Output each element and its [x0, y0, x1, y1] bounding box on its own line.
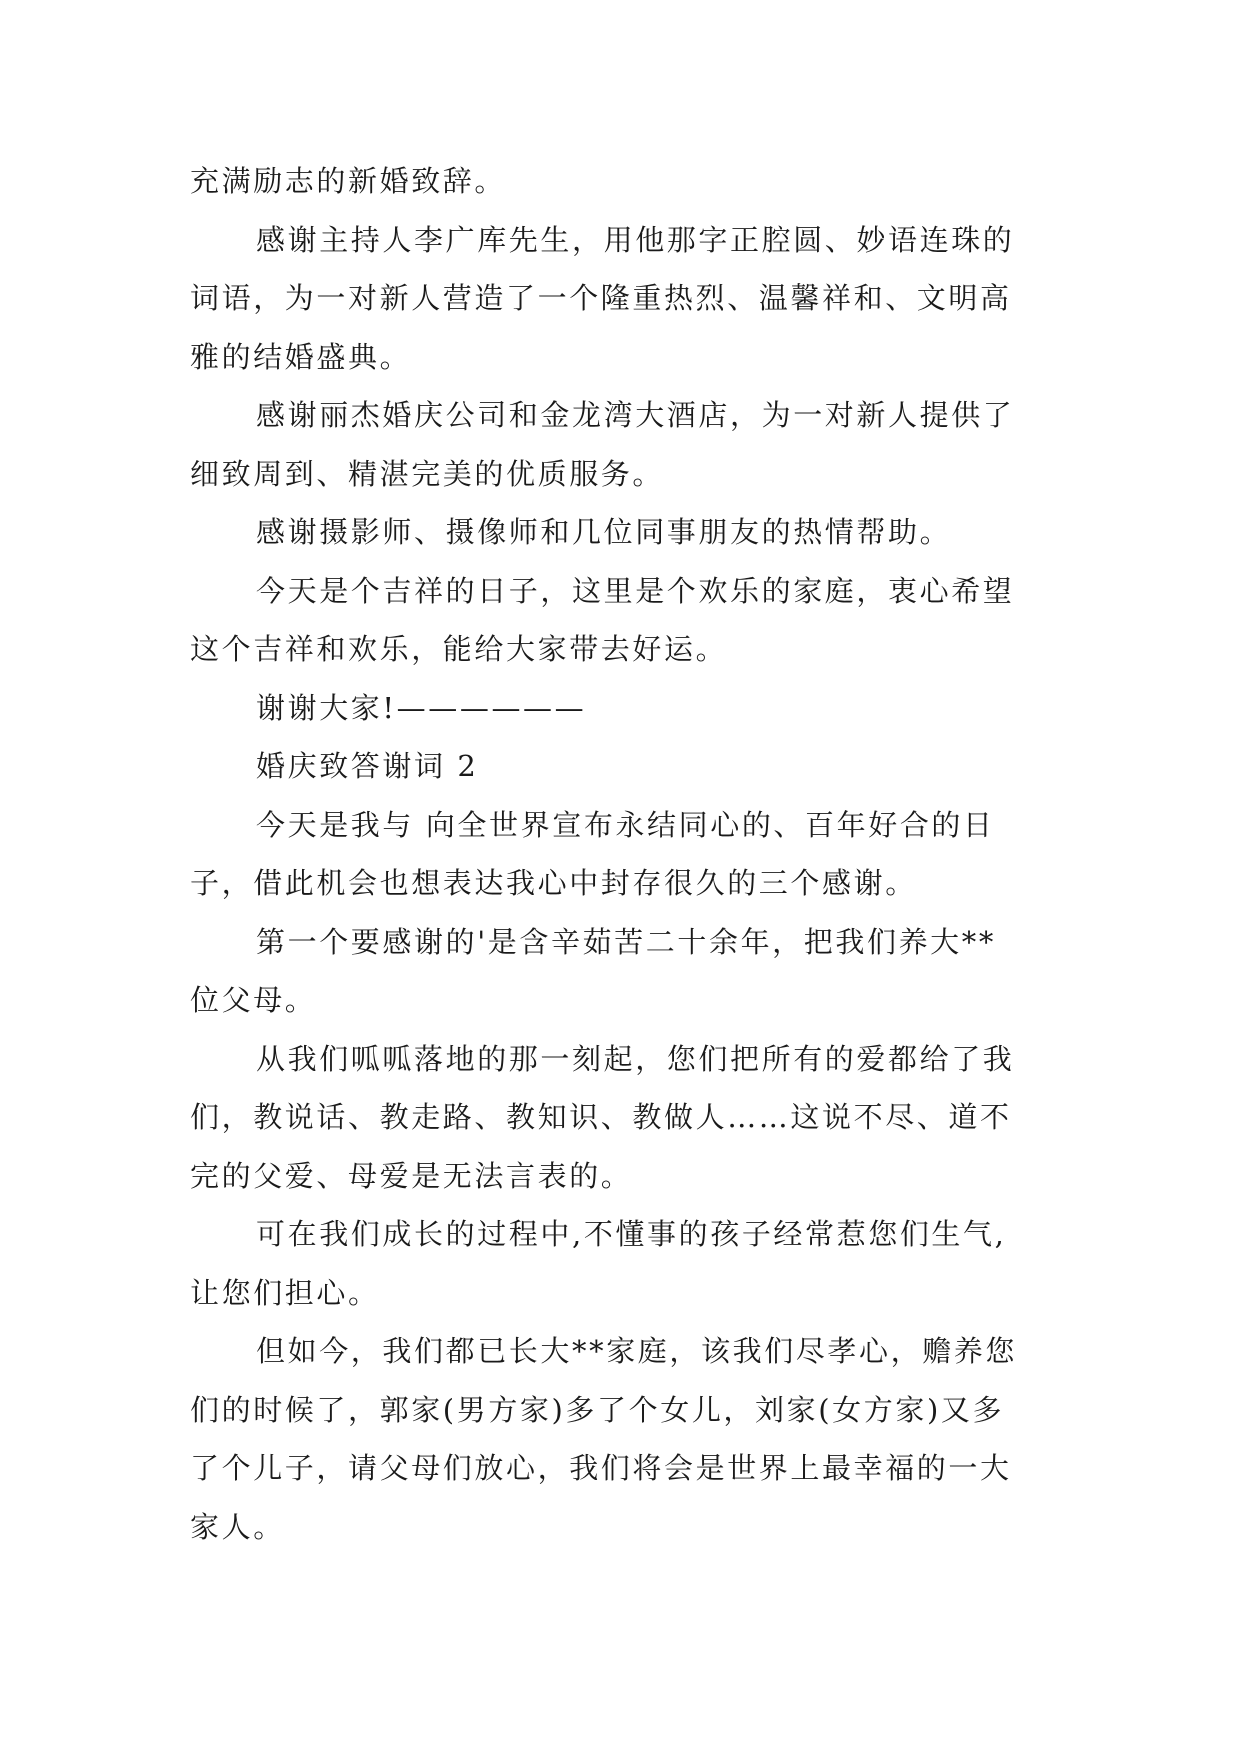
paragraph	[190, 679, 1050, 738]
paragraph-line: 们的时候了，郭家(男方家)多了个女儿，刘家(女方家)又多	[190, 1392, 1005, 1427]
paragraph-line: 充满励志的新婚致辞。	[190, 164, 507, 198]
paragraph-line: 词语，为一对新人营造了一个隆重热烈、温馨祥和、文明高	[190, 281, 1012, 315]
paragraph	[190, 211, 1050, 387]
paragraph-line: 婚庆致答谢词 2	[256, 749, 479, 783]
paragraph-line: 们，教说话、教走路、教知识、教做人……这说不尽、道不	[190, 1100, 1012, 1134]
paragraph-line: 家人。	[190, 1509, 285, 1544]
paragraph	[190, 503, 1050, 562]
paragraph	[190, 1322, 1050, 1556]
paragraph-line: 位父母。	[190, 983, 317, 1017]
paragraph-line: 感谢主持人李广库先生，用他那字正腔圆、妙语连珠的	[256, 222, 1015, 257]
paragraph-line: 细致周到、精湛完美的优质服务。	[190, 456, 665, 491]
paragraph	[190, 562, 1050, 679]
paragraph-line: 谢谢大家!——————	[256, 690, 587, 725]
paragraph	[190, 1205, 1050, 1322]
paragraph-line: 了个儿子，请父母们放心，我们将会是世界上最幸福的一大	[190, 1451, 1012, 1485]
paragraph-line: 子，借此机会也想表达我心中封存很久的三个感谢。	[190, 866, 917, 900]
paragraph	[190, 386, 1050, 503]
document-body	[190, 152, 1050, 1556]
paragraph-line: 今天是我与 向全世界宣布永结同心的、百年好合的日	[256, 807, 995, 842]
paragraph-line: 感谢丽杰婚庆公司和金龙湾大酒店，为一对新人提供了	[256, 398, 1015, 432]
paragraph-line: 第一个要感谢的'是含辛茹苦二十余年，把我们养大**	[256, 924, 996, 959]
paragraph-line: 今天是个吉祥的日子，这里是个欢乐的家庭，衷心希望	[256, 573, 1015, 608]
paragraph-line: 这个吉祥和欢乐，能给大家带去好运。	[190, 632, 728, 666]
paragraph-line: 可在我们成长的过程中,不懂事的孩子经常惹您们生气,	[256, 1217, 1007, 1251]
paragraph-line: 让您们担心。	[190, 1275, 380, 1310]
paragraph-line: 感谢摄影师、摄像师和几位同事朋友的热情帮助。	[256, 515, 952, 549]
paragraph	[190, 152, 1050, 211]
paragraph	[190, 737, 1050, 796]
paragraph	[190, 796, 1050, 913]
paragraph	[190, 1030, 1050, 1206]
paragraph	[190, 913, 1050, 1030]
paragraph-line: 完的父爱、母爱是无法言表的。	[190, 1158, 633, 1193]
paragraph-line: 从我们呱呱落地的那一刻起，您们把所有的爱都给了我	[256, 1041, 1015, 1076]
paragraph-line: 但如今，我们都已长大**家庭，该我们尽孝心，赡养您	[256, 1334, 1018, 1368]
paragraph-line: 雅的结婚盛典。	[190, 339, 412, 374]
